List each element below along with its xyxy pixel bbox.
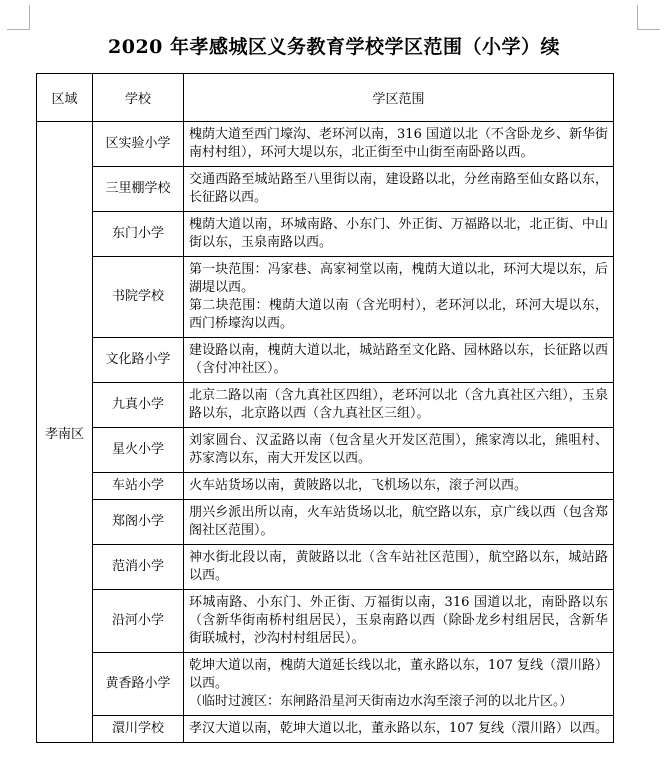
table-row bbox=[37, 473, 614, 500]
range-text: 环城南路、小东门、外正街、万福街以南，316 国道以北，南卧路以东（含新华街南桥村组居民），玉泉南路以西（除卧龙乡村组居民，含新华街联城村，沙沟村村组居民）。 bbox=[189, 595, 608, 646]
range-text: 槐荫大道至西门壕沟、老环河以南，316 国道以北（不含卧龙乡、新华街南村村组），环河大堤以东，北正街至中山街至南卧路以西。 bbox=[189, 127, 608, 160]
school-name: 沿河小学 bbox=[93, 590, 184, 653]
range-text: 火车站货场以南，黄陂路以北，飞机场以东，滚子河以西。 bbox=[189, 478, 528, 493]
range-text: （临时过渡区：东闸路沿星河天街南边水沟至滚子河的以北片区。） bbox=[189, 694, 573, 709]
range-cell bbox=[184, 338, 614, 383]
range-text: 交通西路至城站路至八里街以南，建设路以北，分丝南路至仙女路以东，长征路以西。 bbox=[189, 172, 608, 205]
page-title: 2020 年孝感城区义务教育学校学区范围（小学）续 bbox=[108, 36, 560, 58]
table-row bbox=[37, 653, 614, 716]
table-row bbox=[37, 428, 614, 473]
table-row bbox=[37, 590, 614, 653]
header-cell-region: 区域 bbox=[37, 74, 93, 122]
table-row bbox=[37, 500, 614, 545]
school-name: 郑阁小学 bbox=[93, 500, 184, 545]
crop-mark-top-right-icon bbox=[637, 5, 660, 30]
school-name: 车站小学 bbox=[93, 473, 184, 500]
range-text: 北京二路以南（含九真社区四组），老环河以北（含九真社区六组），玉泉路以东，北京路以西（含九真社区三组）。 bbox=[189, 388, 608, 421]
school-name: 区实验小学 bbox=[93, 122, 184, 167]
table-row bbox=[37, 212, 614, 257]
table-row bbox=[37, 257, 614, 338]
region-cell: 孝南区 bbox=[37, 122, 93, 743]
crop-mark-top-left-icon bbox=[7, 5, 30, 30]
range-cell bbox=[184, 257, 614, 338]
range-text: 建设路以南，槐荫大道以北，城站路至文化路、园林路以东，长征路以西（含付冲社区）。 bbox=[189, 343, 608, 376]
table-row bbox=[37, 383, 614, 428]
range-text: 槐荫大道以南，环城南路、小东门、外正街、万福路以北，北正街、中山街以东，玉泉南路以西。 bbox=[189, 217, 608, 250]
header-cell-school: 学校 bbox=[93, 74, 184, 122]
table-row bbox=[37, 122, 614, 167]
table-row bbox=[37, 167, 614, 212]
school-name: 文化路小学 bbox=[93, 338, 184, 383]
range-cell bbox=[184, 653, 614, 716]
table-header-row bbox=[37, 74, 614, 122]
school-name: 黄香路小学 bbox=[93, 653, 184, 716]
range-cell bbox=[184, 545, 614, 590]
range-cell bbox=[184, 473, 614, 500]
range-cell bbox=[184, 167, 614, 212]
school-name: 星火小学 bbox=[93, 428, 184, 473]
school-name: 三里棚学校 bbox=[93, 167, 184, 212]
range-text: 刘家圆台、汉孟路以南（包含星火开发区范围），熊家湾以北，熊咀村、苏家湾以东，南大开发区以西。 bbox=[189, 433, 608, 466]
school-name: 书院学校 bbox=[93, 257, 184, 338]
school-name: 九真小学 bbox=[93, 383, 184, 428]
school-name: 范消小学 bbox=[93, 545, 184, 590]
table-row bbox=[37, 545, 614, 590]
range-text: 第二块范围：槐荫大道以南（含光明村），老环河以北，环河大堤以东，西门桥壕沟以西。 bbox=[189, 298, 608, 331]
school-district-table bbox=[36, 73, 614, 743]
range-cell bbox=[184, 428, 614, 473]
range-text: 第一块范围：冯家巷、高家祠堂以南，槐荫大道以北，环河大堤以东，后湖堤以西。 bbox=[189, 262, 608, 295]
range-cell bbox=[184, 212, 614, 257]
school-name: 东门小学 bbox=[93, 212, 184, 257]
range-text: 乾坤大道以南，槐荫大道延长线以北，董永路以东，107 复线（澴川路）以西。 bbox=[189, 658, 608, 691]
header-cell-range: 学区范围 bbox=[184, 74, 614, 122]
range-cell bbox=[184, 500, 614, 545]
range-text: 神水街北段以南，黄陂路以北（含车站社区范围），航空路以东，城站路以西。 bbox=[189, 550, 608, 583]
range-text: 孝汉大道以南，乾坤大道以北，董永路以东，107 复线（澴川路）以西。 bbox=[189, 721, 608, 736]
range-cell bbox=[184, 590, 614, 653]
table-row bbox=[37, 716, 614, 743]
range-cell bbox=[184, 716, 614, 743]
table-row bbox=[37, 338, 614, 383]
range-text: 朋兴乡派出所以南，火车站货场以北，航空路以东，京广线以西（包含郑阁社区范围）。 bbox=[189, 505, 608, 538]
school-name: 澴川学校 bbox=[93, 716, 184, 743]
range-cell bbox=[184, 122, 614, 167]
range-cell bbox=[184, 383, 614, 428]
